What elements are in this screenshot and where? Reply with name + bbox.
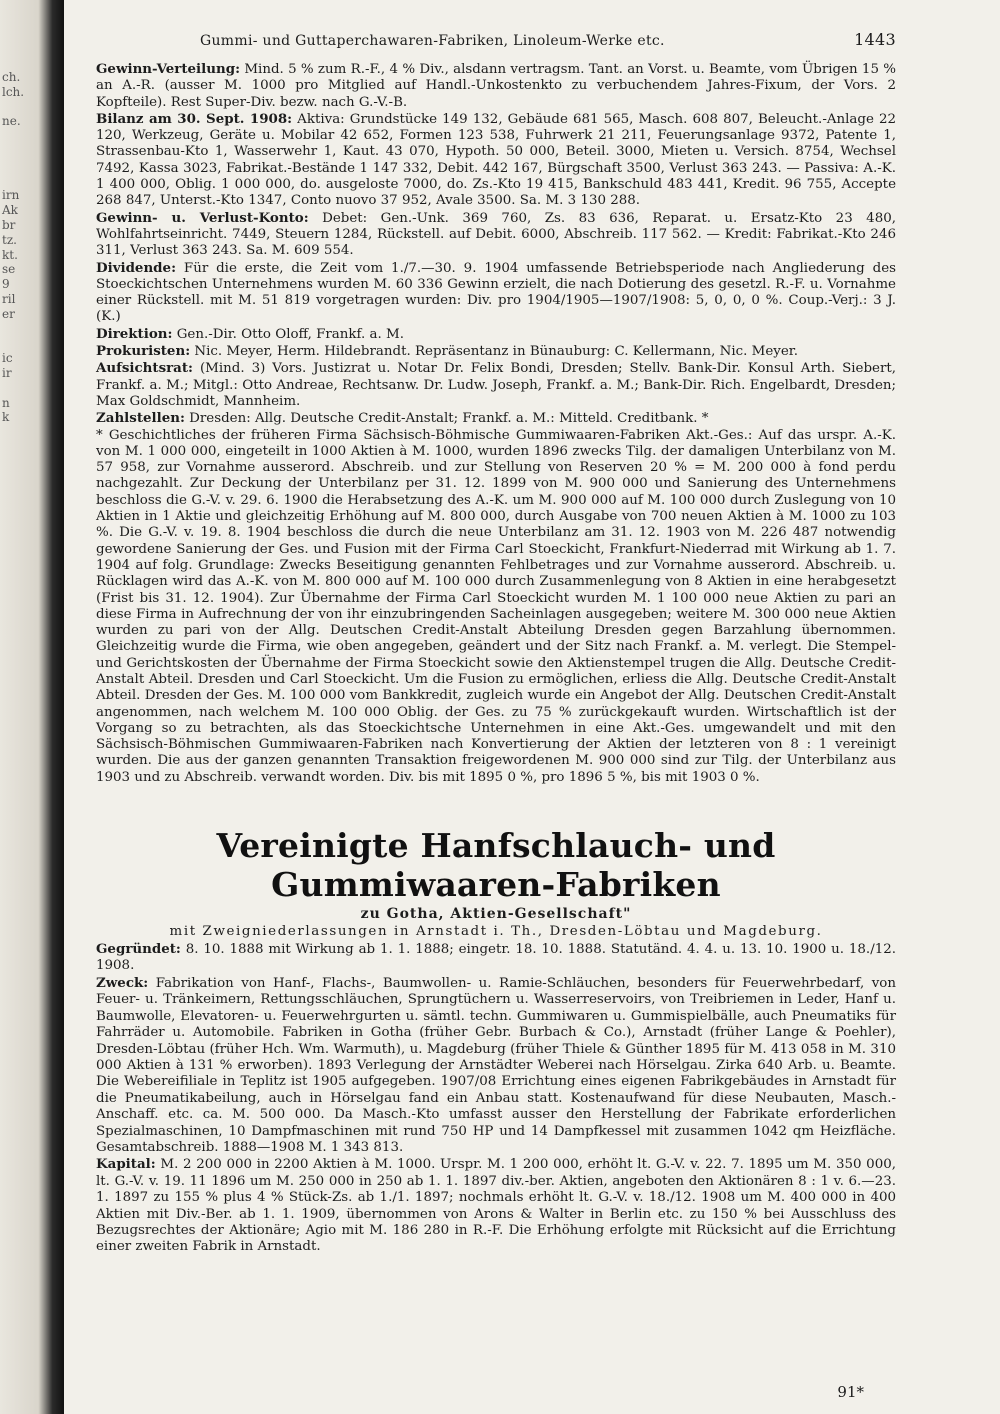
company-title: Vereinigte Hanfschlauch- und Gummiwaaren-Fabriken bbox=[216, 826, 776, 905]
paragraph-text: Nic. Meyer, Herm. Hildebrandt. Repräsentanz in Bünauburg: C. Kellermann, Nic. Meyer. bbox=[190, 344, 798, 360]
signature-mark: 91* bbox=[837, 1383, 864, 1401]
entry-paragraph bbox=[96, 260, 896, 326]
paragraph-label: Zahlstellen: bbox=[96, 410, 185, 427]
company-entry bbox=[96, 941, 896, 1256]
paragraph-label: Direktion: bbox=[96, 325, 173, 342]
paragraph-label: Gewinn-Verteilung: bbox=[96, 61, 241, 77]
paragraph-text: Für die erste, die Zeit vom 1./7.—30. 9. 1904 umfassende Betriebsperiode nach Angliederung des Stoeckichtschen Unternehmens wurden M. 60 336 Gewinn erzielt, die nach Dotierung des gesetzl. R.-F. u. Vornahme einer Rückstell. mit M. 51 819 vorgetragen wurden: Div. pro 1904/1905—1907/1908: 5, 0, 0, 0 %. Coup.-Verj.: 3 J. (K.) bbox=[96, 260, 896, 325]
paragraph-text: Dresden: Allg. Deutsche Credit-Anstalt; Frankf. a. M.: Mitteld. Creditbank. * bbox=[184, 411, 709, 427]
page-content bbox=[96, 30, 896, 1256]
paragraph-text: Debet: Gen.-Unk. 369 760, Zs. 83 636, Reparat. u. Ersatz-Kto 23 480, Wohlfahrtseinricht. 7449, Steuern 1284, Rückstell. auf Debit. 6000, Abschreib. 117 562. — Kredit: Fabrikat.-Kto 246 311, Verlust 363 243. Sa. M. 609 554. bbox=[96, 210, 896, 259]
entry-paragraph bbox=[96, 1156, 896, 1255]
paragraph-label: Prokuristen: bbox=[96, 343, 191, 360]
entry-paragraph bbox=[96, 326, 896, 343]
paragraph-text: Fabrikation von Hanf-, Flachs-, Baumwollen- u. Ramie-Schläuchen, besonders für Feuerwehrbedarf, von Feuer- u. Tränkeimern, Rettungsschläuchen, Sprungtüchern u. Wasserreservoirs, von Treibriemen in Leder, Hanf u. Baumwolle, Elevatoren- u. Feuerwehrgurten u. sämtl. techn. Gummiwaren u. Gummispielbälle, auch Pneumatiks für Fahrräder u. Automobile. Fabriken in Gotha (früher Gebr. Burbach & Co.), Arnstadt (früher Lange & Poehler), Dresden-Löbtau (früher Hch. Wm. Warmuth), u. Magdeburg (früher Thiele & Günther 1895 für M. 413 058 in M. 310 000 Aktien à 131 % erworben). 1893 Verlegung der Arnstädter Weberei nach Hörselgau. Zirka 640 Arb. u. Beamte. Die Webereifiliale in Teplitz ist 1905 aufgegeben. 1907/08 Errichtung eines eigenen Fabrikgebäudes in Arnstadt für die Pneumatikabeilung, auch in Hörselgau fand ein Anbau statt. Kostenaufwand für diese Neubauten, Masch.-Anschaff. etc. ca. M. 500 000. Da Masch.-Kto umfasst ausser den Herstellung der Fabrikate erforderlichen Spezialmaschinen, 10 Dampfmaschinen mit rund 750 HP und 14 Dampfkessel mit zusammen 1042 qm Heizfläche. Gesamtabschreib. 1888—1908 M. 1 343 813. bbox=[96, 975, 896, 1155]
company-branches: mit Zweigniederlassungen in Arnstadt i. Th., Dresden-Löbtau und Magdeburg. bbox=[169, 924, 823, 940]
paragraph-label: Bilanz am 30. Sept. 1908: bbox=[96, 110, 293, 127]
page-number: 1443 bbox=[854, 30, 896, 49]
paragraph-text: Aktiva: Grundstücke 149 132, Gebäude 681 565, Masch. 608 807, Beleucht.-Anlage 22 120, Werkzeug, Geräte u. Mobilar 42 652, Formen 123 538, Fuhrwerk 21 211, Feuerungsanlage 9372, Patente 1, Strassenbau-Kto 1, Wasserwehr 1, Kaut. 43 070, Hypoth. 50 000, Beteil. 3000, Mieten u. Versich. 8754, Wechsel 7492, Kassa 3023, Fabrikat.-Bestände 1 147 332, Debit. 442 167, Bürgschaft 3500, Verlust 363 243. — Passiva: A.-K. 1 400 000, Oblig. 1 000 000, do. ausgeloste 7000, do. Zs.-Kto 19 415, Bankschuld 483 441, Kredit. 96 755, Accepte 268 847, Unterst.-Kto 1347, Conto nuovo 37 952, Avale 3500. Sa. M. 3 130 288. bbox=[96, 111, 896, 209]
paragraph-label: Zweck: bbox=[96, 974, 149, 991]
entry-paragraph bbox=[96, 975, 896, 1156]
running-title: Gummi- und Guttaperchawaren-Fabriken, Linoleum-Werke etc. bbox=[200, 33, 665, 49]
paragraph-label: Gewinn- u. Verlust-Konto: bbox=[96, 209, 309, 226]
paragraph-label: Dividende: bbox=[96, 259, 177, 276]
entry-paragraph bbox=[96, 111, 896, 210]
paragraph-label: Kapital: bbox=[96, 1156, 156, 1173]
entry-paragraph bbox=[96, 343, 896, 360]
entry-continued bbox=[96, 61, 896, 786]
paragraph-text: Gen.-Dir. Otto Oloff, Frankf. a. M. bbox=[172, 326, 404, 342]
running-header bbox=[200, 30, 896, 49]
entry-paragraph bbox=[96, 210, 896, 260]
paragraph-text: M. 2 200 000 in 2200 Aktien à M. 1000. Urspr. M. 1 200 000, erhöht lt. G.-V. v. 22. 7. 1895 um M. 350 000, lt. G.-V. v. 19. 11 1896 um M. 250 000 in 250 ab 1. 1. 1897 div.-ber. Aktien, angeboten den Aktionären 8 : 1 v. 6.—23. 1. 1897 zu 155 % plus 4 % Stück-Zs. ab 1./1. 1897; nochmals erhöht lt. G.-V. v. 18./12. 1908 um M. 400 000 in 400 Aktien mit Div.-Ber. ab 1. 1. 1909, übernommen von Arons & Walter in Berlin etc. zu 150 % bei Ausschluss des Bezugsrechtes der Aktionäre; Agio mit M. 186 280 in R.-F. Die Erhöhung erfolgte mit Rücksicht auf die Errichtung einer zweiten Fabrik in Arnstadt. bbox=[96, 1157, 896, 1255]
paragraph-text: 8. 10. 1888 mit Wirkung ab 1. 1. 1888; eingetr. 18. 10. 1888. Statutänd. 4. 4. u. 13. 10. 1900 u. 18./12. 1908. bbox=[96, 942, 896, 974]
history-footnote: * Geschichtliches der früheren Firma Sächsisch-Böhmische Gummiwaaren-Fabriken Akt.-Ges.: Auf das urspr. A.-K. von M. 1 000 000, eingeteilt in 1000 Aktien à M. 1000, wurden 1896 zwecks Tilg. der damaligen Unterbilanz von M. 57 958, zur Vornahme ausserord. Abschreib. und zur Stellung von Reserven 20 % = M. 200 000 à fond perdu nachgezahlt. Zur Deckung der Unterbilanz per 31. 12. 1899 von M. 900 000 und Sanierung des Unternehmens beschloss die G.-V. v. 29. 6. 1900 die Herabsetzung des A.-K. um M. 900 000 auf M. 100 000 durch Zuslegung von 10 Aktien in 1 Aktie und gleichzeitig Erhöhung auf M. 800 000, durch Ausgabe von 700 neuen Aktien à M. 1000 zu 103 %. Die G.-V. v. 19. 8. 1904 beschloss die durch die neue Unterbilanz am 31. 12. 1903 von M. 226 487 notwendig gewordene Sanierung der Ges. und Fusion mit der Firma Carl Stoeckicht, Frankfurt-Niederrad mit Wirkung ab 1. 7. 1904 auf folg. Grundlage: Zwecks Beseitigung genannten Fehlbetrages und zur Vornahme ausserord. Abschreib. u. Rücklagen wird das A.-K. von M. 800 000 auf M. 100 000 durch Zusammenlegung von 8 Aktien in eine herabgesetzt (Frist bis 31. 12. 1904). Zur Übernahme der Firma Carl Stoeckicht wurden M. 1 100 000 neue Aktien zu pari an diese Firma in Aufrechnung der von ihr einzubringenden Sacheinlagen ausgegeben; weitere M. 300 000 neue Aktien wurden zu pari von der Allg. Deutschen Credit-Anstalt Abteilung Dresden gegen Barzahlung übernommen. Gleichzeitig wurde die Firma, wie oben angegeben, geändert und der Sitz nach Frankf. a. M. verlegt. Die Stempel- und Gerichtskosten der Übernahme der Firma Stoeckicht sowie den Aktienstempel trugen die Allg. Deutsche Credit-Anstalt Abteil. Dresden und Carl Stoeckicht. Um die Fusion zu ermöglichen, erliess die Allg. Deutsche Credit-Anstalt Abteil. Dresden der Ges. M. 100 000 vom Bankkredit, zugleich wurde ein Angebot der Allg. Deutschen Credit-Anstalt angenommen, nach welchem M. 100 000 Oblig. der Ges. zu 75 % zurückgekauft wurden. Wirtschaftlich ist der Vorgang so zu betrachten, als das Stoeckichtsche Unternehmen in eine Akt.-Ges. umgewandelt und mit den Sächsisch-Böhmischen Gummiwaaren-Fabriken nach Konvertierung der Aktien der letzteren von 8 : 1 vereinigt wurden. Die aus der ganzen genannten Transaktion freigewordenen M. 900 000 sind zur Tilg. der Unterbilanz aus 1903 und zu Abschreib. verwandt worden. Div. bis mit 1895 0 %, pro 1896 5 %, bis mit 1903 0 %. bbox=[96, 427, 896, 785]
entry-paragraph bbox=[96, 360, 896, 410]
entry-paragraph bbox=[96, 410, 896, 427]
paragraph-text: Mind. 5 % zum R.-F., 4 % Div., alsdann vertragsm. Tant. an Vorst. u. Beamte, vom Übrigen 15 % an A.-R. (ausser M. 1000 pro Mitglied auf Handl.-Unkostenkto zu verbuchendem Jahres-Fixum, der Vors. 2 Kopfteile). Rest Super-Div. bezw. nach G.-V.-B. bbox=[96, 62, 896, 110]
entry-paragraph bbox=[96, 61, 896, 111]
entry-paragraph bbox=[96, 941, 896, 975]
company-subtitle: zu Gotha, Aktien-Gesellschaft" bbox=[360, 906, 632, 923]
paragraph-text: (Mind. 3) Vors. Justizrat u. Notar Dr. Felix Bondi, Dresden; Stellv. Bank-Dir. Konsul Arth. Siebert, Frankf. a. M.; Mitgl.: Otto Andreae, Rechtsanw. Dr. Ludw. Joseph, Frankf. a. M.; Bank-Dir. Rich. Engelbardt, Dresden; Max Goldschmidt, Mannheim. bbox=[96, 361, 896, 409]
paragraph-label: Gegründet: bbox=[96, 941, 181, 958]
binding-gutter bbox=[0, 0, 64, 1414]
adjacent-page-fragments: ch. lch. ne. irn Ak br tz. kt. se 9 ril er ic ir n k bbox=[2, 70, 25, 425]
paragraph-label: Aufsichtsrat: bbox=[96, 360, 193, 377]
